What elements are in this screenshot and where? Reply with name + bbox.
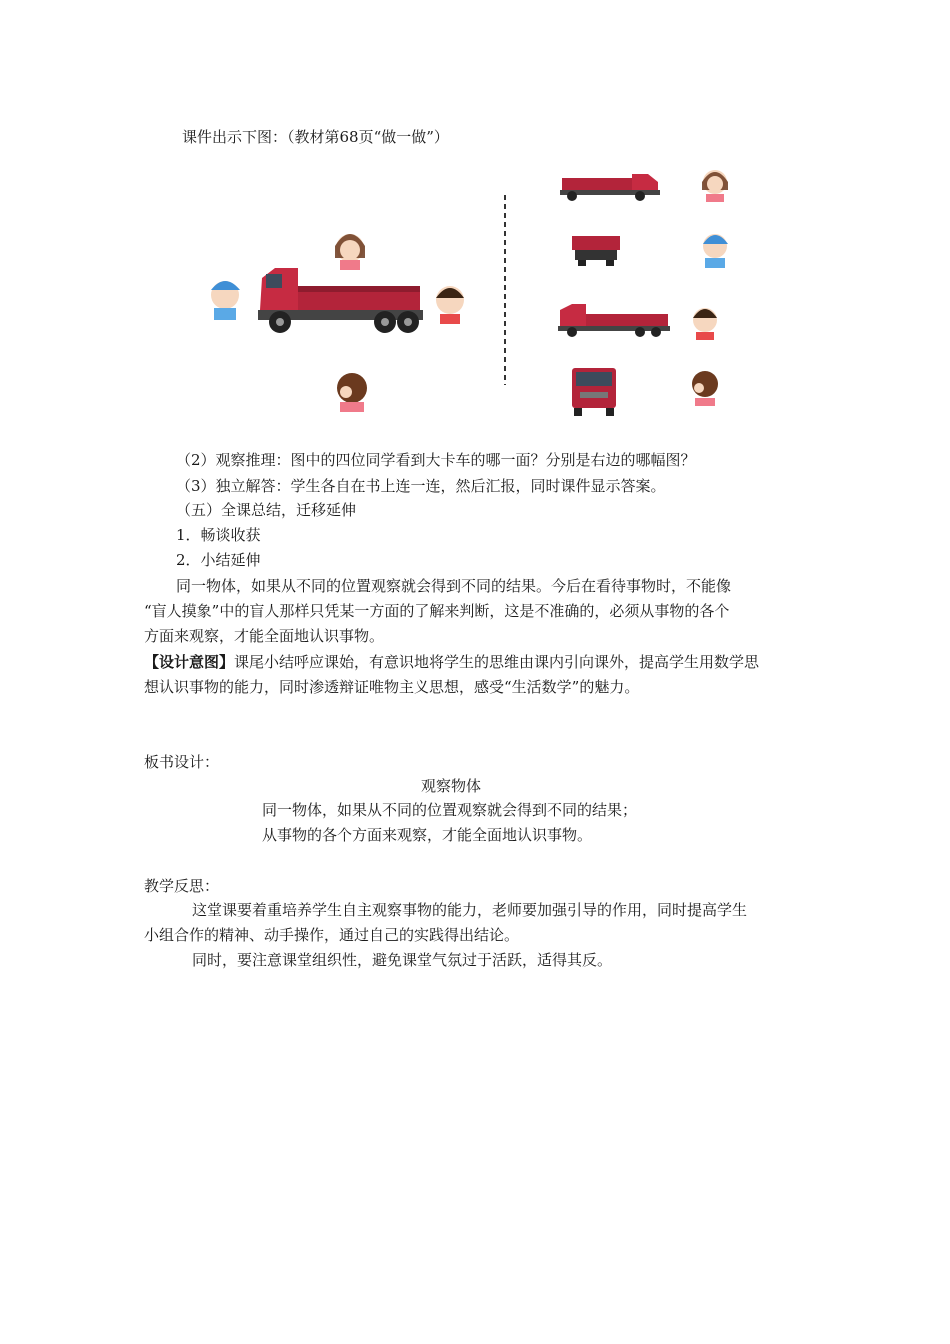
summary-para-line-3: 方面来观察，才能全面地认识事物。 [144, 627, 385, 645]
textbook-figure [200, 160, 760, 430]
child-view-1 [702, 170, 728, 202]
question-2: （2）观察推理：图中的四位同学看到大卡车的哪一面？分别是右边的哪幅图？ [176, 451, 696, 469]
truck-view-front [572, 368, 616, 416]
child-view-4 [692, 371, 718, 406]
board-design-label: 板书设计： [144, 753, 220, 771]
truck-view-side-left [558, 304, 670, 337]
child-bottom [337, 373, 367, 412]
board-line-2: 从事物的各个方面来观察，才能全面地认识事物。 [262, 826, 593, 844]
reflection-line-2: 小组合作的精神、动手操作，通过自己的实践得出结论。 [144, 926, 520, 944]
board-line-1: 同一物体，如果从不同的位置观察就会得到不同的结果； [262, 801, 638, 819]
truck-view-back [572, 236, 620, 266]
design-intent-text-1: 课尾小结呼应课始，有意识地将学生的思维由课内引向课外，提高学生用数学思 [234, 653, 760, 671]
question-3: （3）独立解答：学生各自在书上连一连，然后汇报，同时课件显示答案。 [176, 477, 666, 495]
reflection-line-3: 同时，要注意课堂组织性，避免课堂气氛过于活跃，适得其反。 [192, 951, 613, 969]
section-5-heading: （五）全课总结，迁移延伸 [176, 501, 357, 519]
list-item-1: 1．畅谈收获 [176, 526, 261, 544]
child-view-3 [693, 308, 717, 340]
summary-para-line-1: 同一物体，如果从不同的位置观察就会得到不同的结果。今后在看待事物时，不能像 [176, 577, 732, 595]
design-intent-line-2: 想认识事物的能力，同时渗透辩证唯物主义思想，感受“生活数学”的魅力。 [144, 678, 640, 696]
design-intent-label: 【设计意图】 [144, 653, 235, 671]
child-view-2 [703, 234, 728, 268]
list-item-2: 2．小结延伸 [176, 551, 261, 569]
reflection-label: 教学反思： [144, 877, 220, 895]
reflection-line-1: 这堂课要着重培养学生自主观察事物的能力，老师要加强引导的作用，同时提高学生 [192, 901, 748, 919]
child-right [436, 286, 464, 324]
main-truck [258, 268, 423, 333]
child-left [211, 281, 240, 320]
design-intent-line-1 [144, 652, 759, 672]
truck-view-side-right [560, 174, 660, 201]
summary-para-line-2: “盲人摸象”中的盲人那样只凭某一方面的了解来判断，这是不准确的，必须从事物的各个 [144, 602, 730, 620]
intro-line: 课件出示下图：（教材第68页“做一做”） [182, 128, 449, 146]
board-title: 观察物体 [421, 777, 482, 795]
child-top [335, 234, 365, 270]
